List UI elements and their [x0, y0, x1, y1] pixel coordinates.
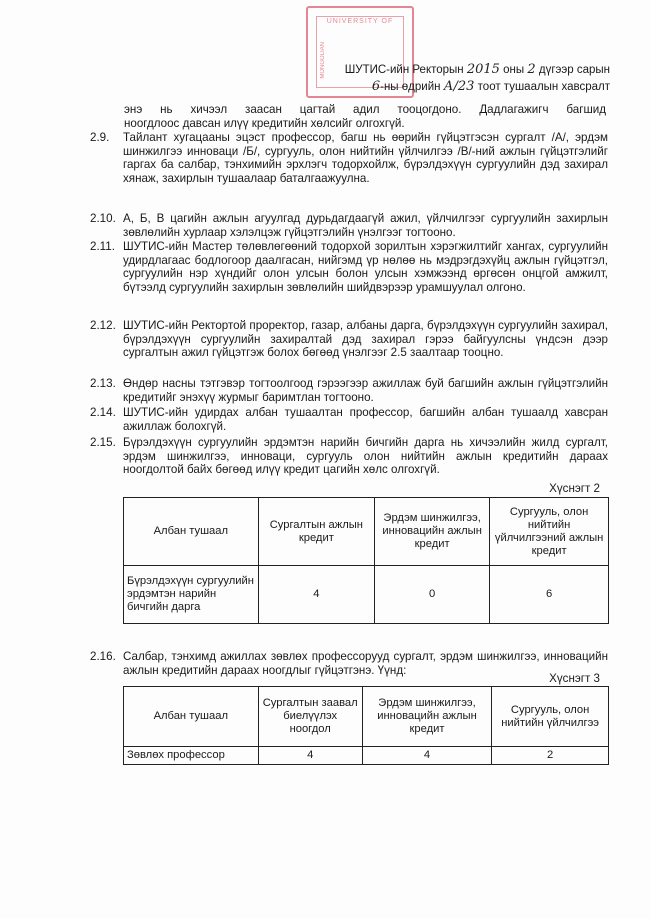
table-cell: 4 — [362, 747, 491, 765]
table-2 — [123, 497, 609, 624]
table-header-cell: Сургалтын ажлын кредит — [258, 498, 374, 566]
table-cell: 6 — [490, 566, 609, 624]
handwritten-day: 6 — [371, 79, 381, 94]
table-header-cell: Сургалтын заавал биелүүлэх ноогдол — [258, 687, 362, 747]
clause-2-12: 2.12. ШУТИС-ийн Ректортой проректор, газар, албаны дарга, бүрэлдэхүүн сургуулийн захирал, бүрэлдэхүүн сургуулийн захиралтай дэд захирал гэрээ байгуулсны үндсэн дээр сургалтын ажил гүйцэтгэж болох бөгөөд үнэлгээг 2.5 заалтаар тооцно. — [90, 319, 608, 360]
handwritten-number: А/23 — [443, 79, 475, 94]
clause-2-16: 2.16. Салбар, тэнхимд ажиллах зөвлөх профессорууд сургалт, эрдэм шинжилгээ, инновацийн ажлын кредитийн дараах ноогдлыг гүйцэтгэнэ. Үүнд: — [90, 650, 608, 677]
clause-2-10: 2.10. А, Б, В цагийн ажлын агуулгад дурьдагдаагүй ажил, үйлчилгээг сургуулийн захирлын зөвлөлийн хурлаар хэлэлцэж гүйцэтгэлийн үнэлгээг тогтооно. — [90, 212, 608, 239]
table-3-caption: Хүснэгт 3 — [549, 672, 600, 685]
header-line-1: ШУТИС-ийн Ректорын 2015 оны 2 дүгээр сарын — [344, 62, 610, 77]
table-header-cell: Албан тушаал — [124, 498, 259, 566]
table-header-cell: Эрдэм шинжилгээ, инновацийн ажлын кредит — [362, 687, 491, 747]
intro-paragraph: энэ нь хичээл заасан цагтай адил тооцогдоно. Дадлагажигч багшид ноогдлоос давсан илүү кредитийн хөлсийг олгохгүй. — [124, 103, 606, 130]
table-cell: 4 — [258, 747, 362, 765]
table-2-caption: Хүснэгт 2 — [549, 482, 600, 495]
table-header-row — [124, 687, 609, 747]
clause-2-9: 2.9. Тайлант хугацааны эцэст профессор, багш нь өөрийн гүйцэтгэсэн сургалт /А/, эрдэм шинжилгээ инноваци /Б/, сургууль, олон нийтийн үйлчилгээ /В/-ний ажлын гүйцэтгэлийг гаргах ба салбар, тэнхимийн эрхлэгч тодорхойлж, бүрэлдэхүүн сургуулийн дэд захирал хянаж, захирлын тушаалаар баталгаажуулна. — [90, 131, 608, 185]
stamp-top-text: UNIVERSITY OF — [326, 18, 394, 25]
clause-2-15: 2.15. Бүрэлдэхүүн сургуулийн эрдэмтэн нарийн бичгийн дарга нь хичээлийн жилд сургалт, эрдэм шинжилгээ, инноваци, сургууль олон нийтийн ажлын кредитийн дараах ноогдолтой байх бөгөөд илүү кредит цагийн хөлс олгохгүй. — [90, 436, 608, 477]
table-cell: Зөвлөх профессор — [124, 747, 259, 765]
clause-2-13: 2.13. Өндөр насны тэтгэвэр тогтоолгоод гэрээгээр ажиллаж буй багшийн ажлын гүйцэтгэлийн кредитийг энэхүү журмыг баримтлан тогтооно. — [90, 377, 608, 404]
handwritten-month: 2 — [527, 62, 536, 77]
table-cell: 0 — [375, 566, 490, 624]
header-line-2: 6-ны өдрийн А/23 тоот тушаалын хавсралт — [371, 79, 610, 94]
table-header-cell: Сургууль, олон нийтийн үйлчилгээний ажлын кредит — [490, 498, 609, 566]
table-header-row — [124, 498, 609, 566]
clause-2-11: 2.11. ШУТИС-ийн Мастер төлөвлөгөөний тодорхой зорилтын хэрэгжилтийг хангах, сургуулийн удирдлагаас бодлогоор даалгасан, нийгэмд үр нөлөө нь мэдрэгдэхүйц ажлын гүйцэтгэл, сургуулийн нэр хүндийг олон улсын болон улсын хэмжээнд өргөсөн онцгой амжилт, бүтээлд сургуулийн захирлын зөвлөлийн шийдвэрээр урамшуулал олгоно. — [90, 240, 608, 294]
table-cell: Бүрэлдэхүүн сургуулийн эрдэмтэн нарийн бичгийн дарга — [124, 566, 259, 624]
table-header-cell: Сургууль, олон нийтийн үйлчилгээ — [492, 687, 609, 747]
table-cell: 2 — [492, 747, 609, 765]
table-header-cell: Албан тушаал — [124, 687, 259, 747]
table-3 — [123, 686, 609, 765]
handwritten-year: 2015 — [466, 62, 500, 77]
table-header-cell: Эрдэм шинжилгээ, инновацийн ажлын кредит — [375, 498, 490, 566]
table-cell: 4 — [258, 566, 374, 624]
clause-2-14: 2.14. ШУТИС-ийн удирдах албан тушаалтан профессор, багшийн албан тушаалд хавсран ажиллаж болохгүй. — [90, 406, 608, 433]
table-row — [124, 566, 609, 624]
table-row — [124, 747, 609, 765]
stamp-side-text: MONGOLIAN — [320, 42, 326, 79]
